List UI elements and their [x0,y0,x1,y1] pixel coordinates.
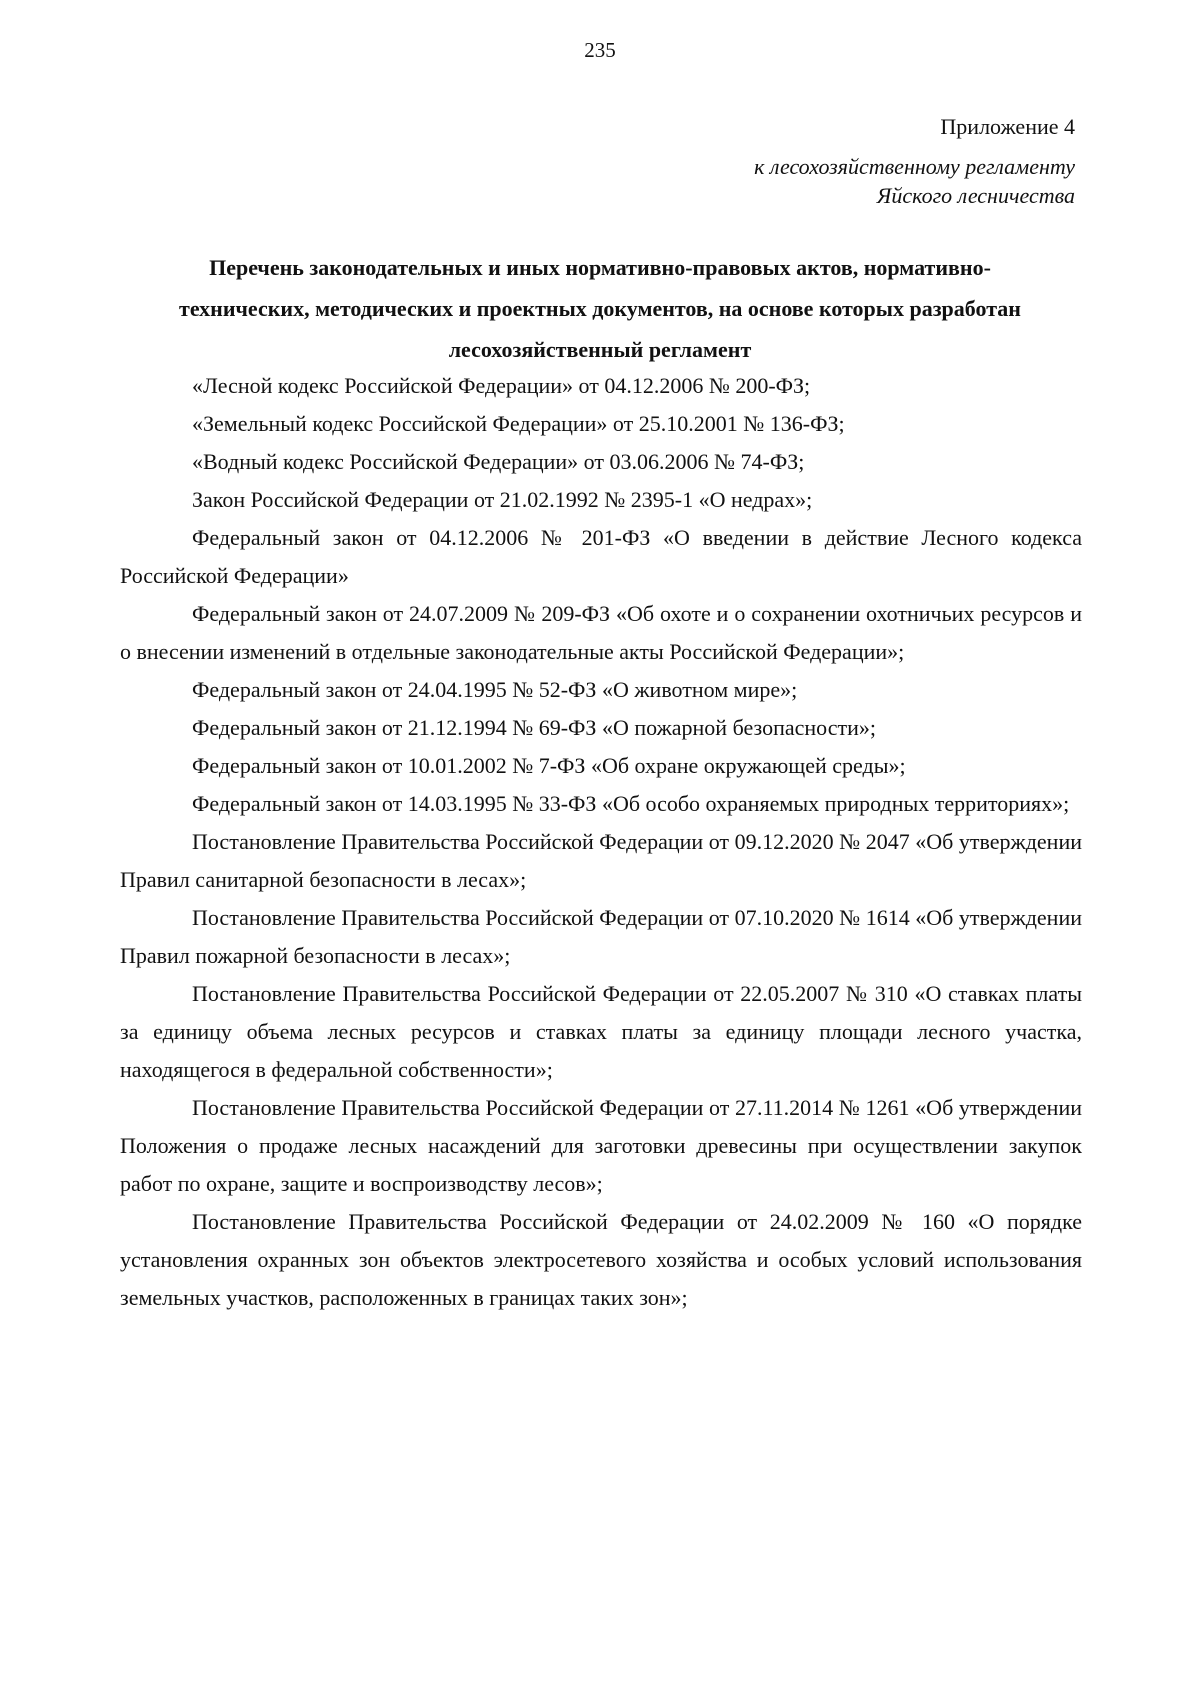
list-item-law-69: Федеральный закон от 21.12.1994 № 69-ФЗ «О пожарной безопасности»; [192,715,876,740]
appendix-subtitle-line-1: к лесохозяйственному регламенту [754,154,1075,179]
document-body [120,367,1082,1317]
appendix-label: Приложение 4 [940,114,1075,139]
appendix-header [754,112,1075,210]
document-title [120,247,1080,370]
list-item-resolution-1261: Постановление Правительства Российской Федерации от 27.11.2014 № 1261 «Об утверждении Положения о продаже лесных насаждений для заготовки древесины при осуществлении закупок работ по охране, защите и воспроизводству лесов»; [120,1095,1082,1196]
list-item-resolution-1614: Постановление Правительства Российской Федерации от 07.10.2020 № 1614 «Об утверждении Правил пожарной безопасности в лесах»; [120,905,1082,968]
list-item-resolution-2047: Постановление Правительства Российской Федерации от 09.12.2020 № 2047 «Об утверждении Правил санитарной безопасности в лесах»; [120,829,1082,892]
list-item-resolution-310: Постановление Правительства Российской Федерации от 22.05.2007 № 310 «О ставках платы за единицу объема лесных ресурсов и ставках платы за единицу площади лесного участка, находящегося в федеральной собственности»; [120,981,1082,1082]
list-item-law-209: Федеральный закон от 24.07.2009 № 209-ФЗ «Об охоте и о сохранении охотничьих ресурсов и о внесении изменений в отдельные законодательные акты Российской Федерации»; [120,601,1082,664]
list-item-law-52: Федеральный закон от 24.04.1995 № 52-ФЗ «О животном мире»; [192,677,798,702]
title-line-3: лесохозяйственный регламент [448,337,752,362]
list-item-law-33: Федеральный закон от 14.03.1995 № 33-ФЗ «Об особо охраняемых природных территориях»; [192,791,1070,816]
list-item-subsoil-law: Закон Российской Федерации от 21.02.1992 № 2395-1 «О недрах»; [192,487,813,512]
appendix-subtitle-line-2: Яйского лесничества [876,183,1075,208]
list-item-forest-code: «Лесной кодекс Российской Федерации» от 04.12.2006 № 200-ФЗ; [192,373,811,398]
list-item-law-7: Федеральный закон от 10.01.2002 № 7-ФЗ «Об охране окружающей среды»; [192,753,906,778]
title-line-2: технических, методических и проектных документов, на основе которых разработан [179,296,1021,321]
page-number: 235 [584,38,616,62]
list-item-land-code: «Земельный кодекс Российской Федерации» от 25.10.2001 № 136-ФЗ; [192,411,845,436]
title-line-1: Перечень законодательных и иных нормативно-правовых актов, нормативно- [209,255,991,280]
list-item-water-code: «Водный кодекс Российской Федерации» от 03.06.2006 № 74-ФЗ; [192,449,805,474]
list-item-law-201: Федеральный закон от 04.12.2006 № 201-ФЗ «О введении в действие Лесного кодекса Российской Федерации» [120,525,1082,588]
list-item-resolution-160: Постановление Правительства Российской Федерации от 24.02.2009 № 160 «О порядке установления охранных зон объектов электросетевого хозяйства и особых условий использования земельных участков, расположенных в границах таких зон»; [120,1209,1082,1310]
